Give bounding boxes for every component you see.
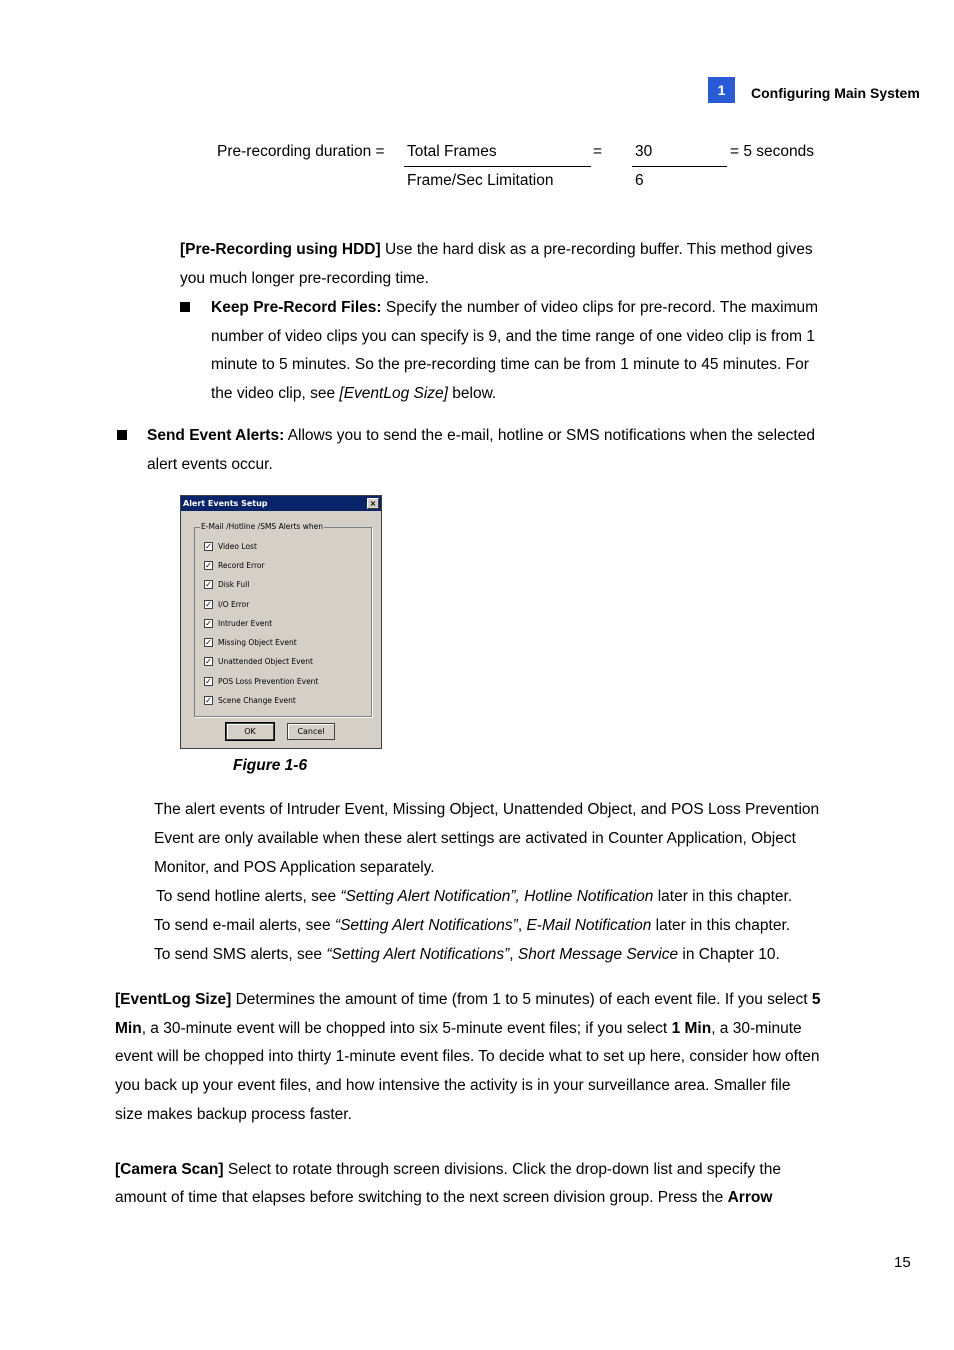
formula-value-numerator: 30 (635, 143, 653, 160)
alert-note-line-3: Monitor, and POS Application separately. (154, 859, 435, 876)
eventlog-line-1 (115, 985, 821, 1014)
checkbox-label: I/O Error (218, 599, 250, 609)
fraction-line-1 (404, 166, 591, 167)
camera-scan-line-2 (115, 1183, 772, 1212)
eventlog-line-3: event will be chopped into thirty 1-minute event files. To decide what to set up here, consider how often (115, 1048, 820, 1065)
keep-files-line-4 (211, 379, 496, 408)
eventlog-line-4: you back up your event files, and how intensive the activity is in your surveillance area. Smaller file (115, 1077, 791, 1094)
alert-note-line-2: Event are only available when these alert settings are activated in Counter Application, Object (154, 830, 796, 847)
checkbox-pos-loss-prevention-event[interactable] (204, 675, 318, 687)
checkbox-checked-icon[interactable]: ✓ (205, 560, 212, 570)
checkbox-intruder-event[interactable] (204, 617, 272, 629)
sms-text-a: To send SMS alerts, see (154, 946, 327, 963)
email-alerts-line (154, 911, 790, 940)
keep-files-ref: [EventLog Size] (339, 385, 448, 402)
checkbox-missing-object-event[interactable] (204, 636, 297, 648)
pre-hdd-label: [Pre-Recording using HDD] (180, 241, 381, 258)
checkbox-label: Missing Object Event (218, 637, 297, 647)
figure-caption: Figure 1-6 (233, 757, 308, 774)
checkbox-label: Unattended Object Event (218, 656, 313, 666)
alert-note-line-1: The alert events of Intruder Event, Missing Object, Unattended Object, and POS Loss Prevention (154, 801, 820, 818)
eventlog-bold-min: Min (115, 1020, 142, 1037)
dialog-title-bar (181, 496, 381, 511)
hotline-alerts-line (156, 882, 792, 911)
camera-scan-text-1: Select to rotate through screen divisions. Click the drop-down list and specify the (223, 1161, 781, 1178)
hotline-ref: “Setting Alert Notification”, Hotline Notification (340, 888, 654, 905)
eventlog-bold-5: 5 (811, 991, 821, 1008)
checkbox-label: Intruder Event (218, 618, 273, 628)
formula-label: Pre-recording duration = (217, 143, 385, 160)
checkbox-checked-icon[interactable]: ✓ (205, 695, 212, 705)
chapter-title: Configuring Main System (751, 85, 920, 101)
send-alerts-line-2: alert events occur. (147, 456, 273, 473)
sms-ref-2: Short Message Service (517, 946, 679, 963)
sms-text-b: in Chapter 10. (678, 946, 780, 963)
eventlog-text-2: , a 30-minute event will be chopped into six 5-minute event files; if you select (141, 1020, 672, 1037)
eventlog-bold-1min: 1 Min (671, 1020, 712, 1037)
checkbox-io-error[interactable] (204, 598, 249, 610)
email-text-b: later in this chapter. (651, 917, 791, 934)
email-sep: , (517, 917, 527, 934)
email-text-a: To send e-mail alerts, see (154, 917, 335, 934)
checkbox-checked-icon[interactable]: ✓ (205, 637, 212, 647)
sms-ref-1: “Setting Alert Notifications” (326, 946, 510, 963)
checkbox-checked-icon[interactable]: ✓ (205, 541, 212, 551)
bullet-square-icon (117, 430, 127, 440)
checkbox-label: Record Error (218, 560, 265, 570)
keep-files-text-1: Specify the number of video clips for pre-record. The maximum (381, 299, 819, 316)
email-ref-2: E-Mail Notification (526, 917, 652, 934)
alert-events-setup-dialog (180, 495, 382, 749)
ok-button[interactable]: OK (226, 723, 274, 740)
pre-hdd-text-1: Use the hard disk as a pre-recording buffer. This method gives (380, 241, 813, 258)
checkbox-unattended-object-event[interactable] (204, 655, 313, 667)
camera-scan-line-1 (115, 1155, 781, 1184)
dialog-title: Alert Events Setup (183, 499, 268, 508)
formula-result: = 5 seconds (730, 143, 815, 160)
keep-files-text-4a: the video clip, see (211, 385, 340, 402)
eventlog-label: [EventLog Size] (115, 991, 232, 1008)
eventlog-text-1: Determines the amount of time (from 1 to 5 minutes) of each event file. If you select (231, 991, 812, 1008)
checkbox-label: Scene Change Event (218, 695, 296, 705)
keep-files-line-2: number of video clips you can specify is 9, and the time range of one video clip is from 1 (211, 328, 815, 345)
close-icon[interactable]: × (367, 498, 379, 509)
keep-files-line-1 (211, 293, 818, 322)
hotline-text-a: To send hotline alerts, see (156, 888, 341, 905)
hotline-text-b: later in this chapter. (653, 888, 793, 905)
checkbox-checked-icon[interactable]: ✓ (205, 599, 212, 609)
send-alerts-line-1 (147, 421, 815, 450)
checkbox-checked-icon[interactable]: ✓ (205, 618, 212, 628)
page-number: 15 (894, 1254, 911, 1271)
checkbox-label: POS Loss Prevention Event (218, 676, 319, 686)
checkbox-label: Disk Full (218, 579, 250, 589)
camera-scan-label: [Camera Scan] (115, 1161, 224, 1178)
sms-sep: , (509, 946, 518, 963)
formula-numerator: Total Frames (407, 143, 497, 160)
checkbox-checked-icon[interactable]: ✓ (205, 579, 212, 589)
formula-value-denominator: 6 (635, 172, 644, 189)
sms-alerts-line (154, 940, 780, 969)
checkbox-checked-icon[interactable]: ✓ (205, 676, 212, 686)
bullet-square-icon (180, 302, 190, 312)
checkbox-video-lost[interactable] (204, 540, 257, 552)
chapter-number-badge: 1 (708, 77, 735, 103)
eventlog-line-5: size makes backup process faster. (115, 1106, 352, 1123)
fraction-line-2 (632, 166, 727, 167)
camera-scan-text-2: amount of time that elapses before switching to the next screen division group. Press the (115, 1189, 728, 1206)
send-alerts-label: Send Event Alerts: (147, 427, 285, 444)
checkbox-scene-change-event[interactable] (204, 694, 296, 706)
eventlog-text-3: , a 30-minute (711, 1020, 802, 1037)
keep-files-text-4b: below. (447, 385, 497, 402)
send-alerts-text-1: Allows you to send the e-mail, hotline or SMS notifications when the selected (284, 427, 815, 444)
checkbox-record-error[interactable] (204, 559, 265, 571)
formula-equals: = (593, 143, 603, 160)
eventlog-line-2 (115, 1014, 802, 1043)
pre-hdd-line-1 (180, 235, 813, 264)
checkbox-checked-icon[interactable]: ✓ (205, 656, 212, 666)
keep-files-label: Keep Pre-Record Files: (211, 299, 382, 316)
camera-scan-bold-arrow: Arrow (727, 1189, 773, 1206)
email-ref-1: “Setting Alert Notifications” (334, 917, 518, 934)
checkbox-label: Video Lost (218, 541, 257, 551)
cancel-button[interactable]: Cancel (287, 723, 335, 740)
checkbox-disk-full[interactable] (204, 578, 249, 590)
formula-denominator: Frame/Sec Limitation (407, 172, 554, 189)
pre-hdd-line-2: you much longer pre-recording time. (180, 270, 429, 287)
keep-files-line-3: minute to 5 minutes. So the pre-recording time can be from 1 minute to 45 minutes. For (211, 356, 809, 373)
alerts-group-label: E-Mail /Hotline /SMS Alerts when (201, 522, 323, 531)
